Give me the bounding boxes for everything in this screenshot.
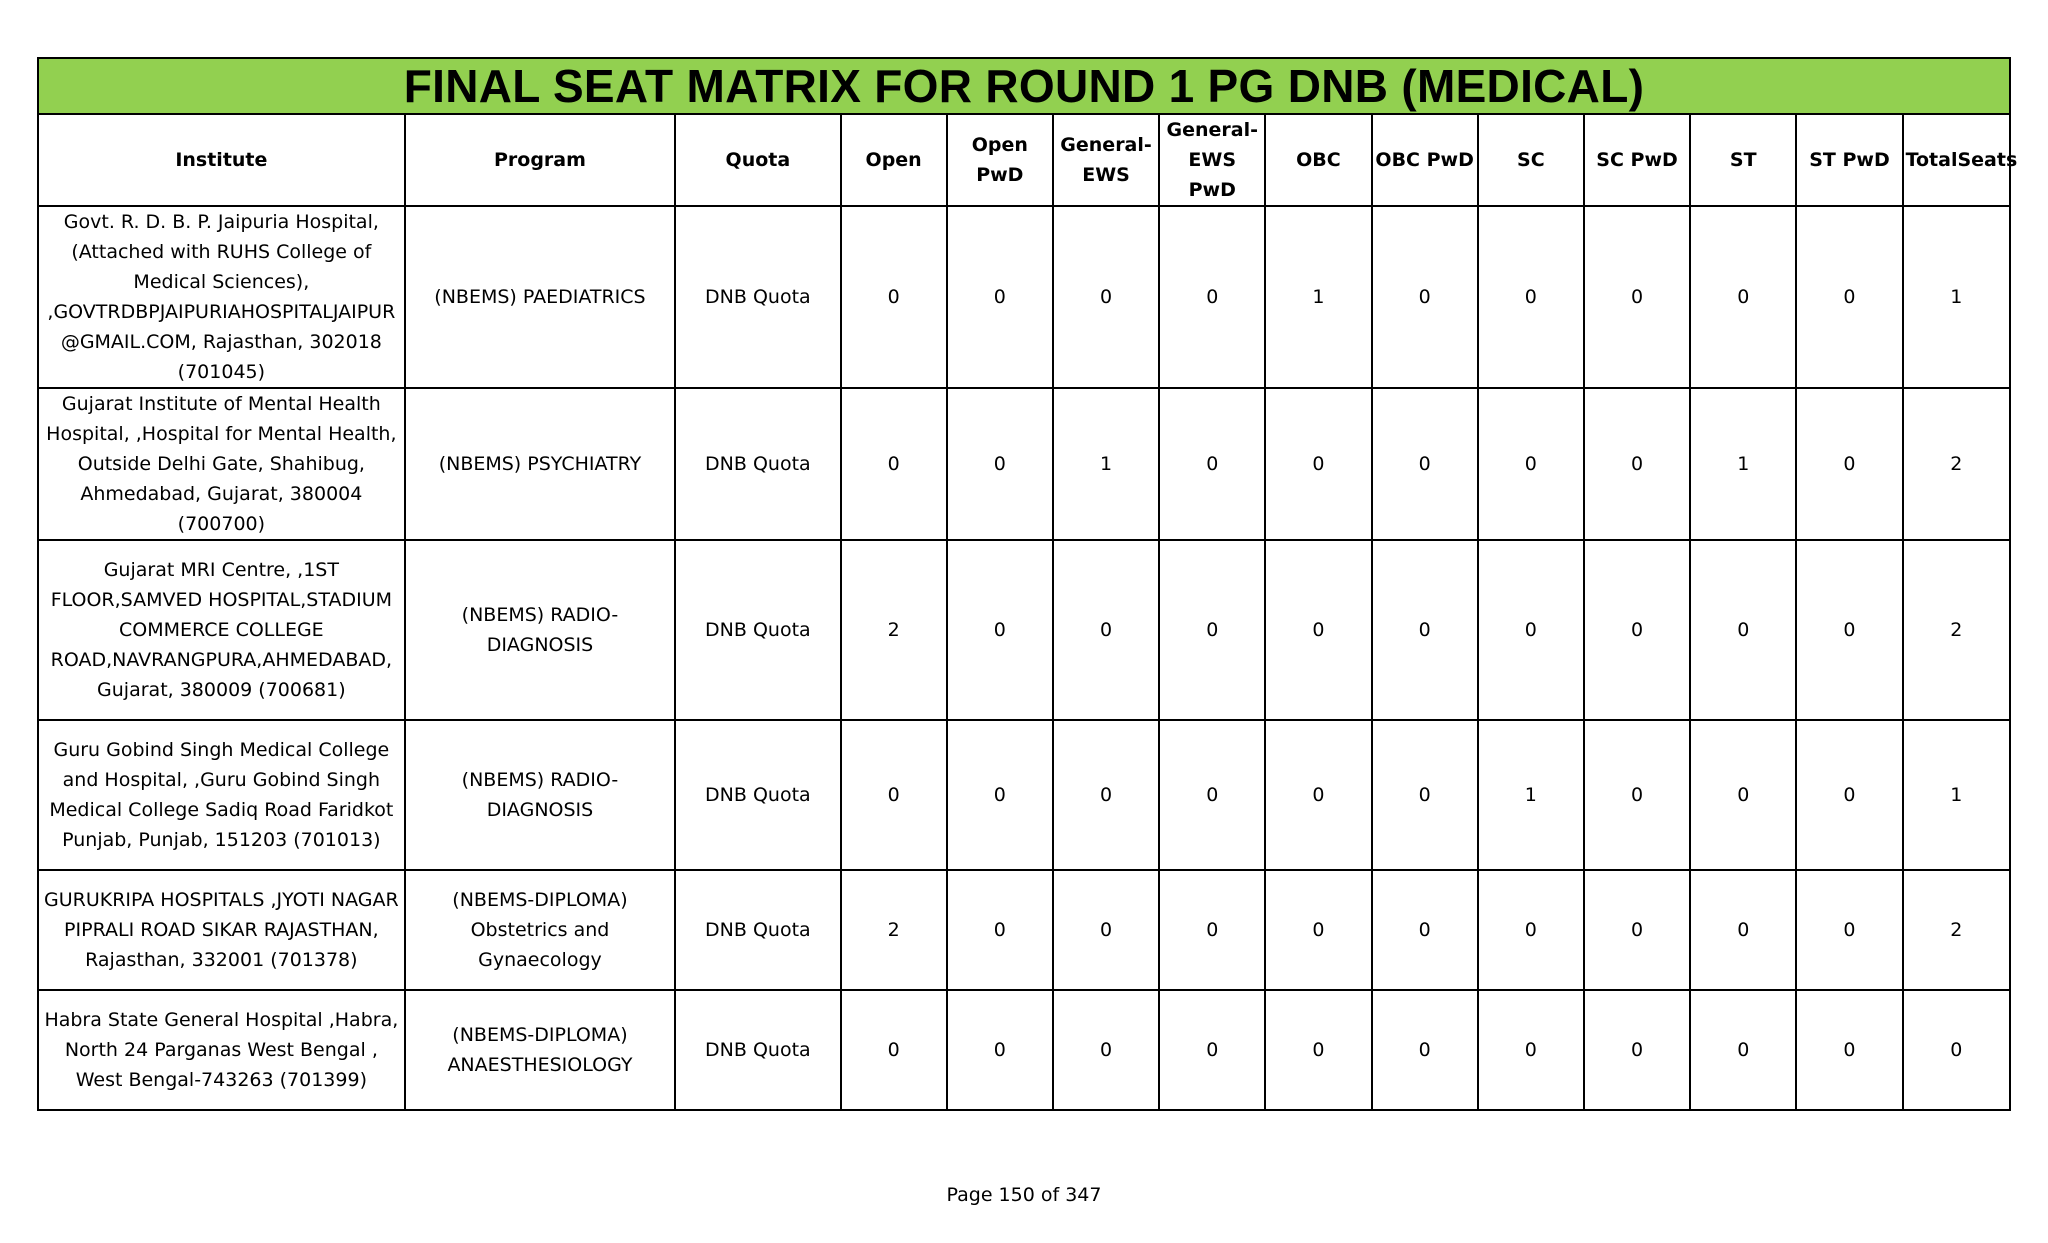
obc-cell: 0 [1265, 870, 1371, 990]
header-institute: Institute [38, 114, 405, 206]
program-cell: (NBEMS-DIPLOMA) Obstetrics and Gynaecology [405, 870, 676, 990]
quota-cell: DNB Quota [675, 388, 840, 540]
obc-pwd-cell: 0 [1372, 206, 1478, 388]
st-cell: 0 [1690, 870, 1796, 990]
institute-cell: GURUKRIPA HOSPITALS ,JYOTI NAGAR PIPRALI ROAD SIKAR RAJASTHAN, Rajasthan, 332001 (701378) [38, 870, 405, 990]
general-ews-pwd-cell: 0 [1159, 540, 1265, 720]
open-pwd-cell: 0 [947, 720, 1053, 870]
sc-cell: 1 [1478, 720, 1584, 870]
table-row [38, 206, 2010, 388]
st-pwd-cell: 0 [1796, 388, 1902, 540]
program-cell: (NBEMS) PAEDIATRICS [405, 206, 676, 388]
table-row [38, 540, 2010, 720]
open-pwd-cell: 0 [947, 206, 1053, 388]
general-ews-cell: 0 [1053, 870, 1159, 990]
header-general-ews-pwd: General-EWS PwD [1159, 114, 1265, 206]
general-ews-pwd-cell: 0 [1159, 720, 1265, 870]
open-cell: 0 [841, 206, 947, 388]
open-cell: 2 [841, 540, 947, 720]
header-quota: Quota [675, 114, 840, 206]
open-cell: 0 [841, 720, 947, 870]
open-cell: 0 [841, 388, 947, 540]
obc-pwd-cell: 0 [1372, 990, 1478, 1110]
st-cell: 0 [1690, 206, 1796, 388]
st-pwd-cell: 0 [1796, 720, 1902, 870]
obc-pwd-cell: 0 [1372, 540, 1478, 720]
quota-cell: DNB Quota [675, 990, 840, 1110]
sc-pwd-cell: 0 [1584, 720, 1690, 870]
header-st-pwd: ST PwD [1796, 114, 1902, 206]
obc-pwd-cell: 0 [1372, 388, 1478, 540]
obc-pwd-cell: 0 [1372, 870, 1478, 990]
st-pwd-cell: 0 [1796, 540, 1902, 720]
sc-pwd-cell: 0 [1584, 990, 1690, 1110]
table-title: FINAL SEAT MATRIX FOR ROUND 1 PG DNB (MEDICAL) [38, 58, 2010, 114]
st-cell: 0 [1690, 540, 1796, 720]
program-cell: (NBEMS) RADIO-DIAGNOSIS [405, 540, 676, 720]
obc-pwd-cell: 0 [1372, 720, 1478, 870]
sc-pwd-cell: 0 [1584, 870, 1690, 990]
header-sc: SC [1478, 114, 1584, 206]
header-obc-pwd: OBC PwD [1372, 114, 1478, 206]
open-pwd-cell: 0 [947, 540, 1053, 720]
sc-cell: 0 [1478, 540, 1584, 720]
seat-matrix-table [37, 57, 2018, 1111]
obc-cell: 0 [1265, 990, 1371, 1110]
open-cell: 0 [841, 990, 947, 1110]
obc-cell: 1 [1265, 206, 1371, 388]
sc-pwd-cell: 0 [1584, 540, 1690, 720]
st-cell: 0 [1690, 990, 1796, 1110]
general-ews-pwd-cell: 0 [1159, 990, 1265, 1110]
quota-cell: DNB Quota [675, 540, 840, 720]
open-cell: 2 [841, 870, 947, 990]
institute-cell: Habra State General Hospital ,Habra, North 24 Parganas West Bengal , West Bengal-743263 (701399) [38, 990, 405, 1110]
st-cell: 0 [1690, 720, 1796, 870]
institute-cell: Gujarat Institute of Mental Health Hospital, ,Hospital for Mental Health, Outside Delhi Gate, Shahibug, Ahmedabad, Gujarat, 380004 (700700) [38, 388, 405, 540]
total-seats-cell: 1 [1903, 720, 2010, 870]
st-cell: 1 [1690, 388, 1796, 540]
institute-cell: Guru Gobind Singh Medical College and Hospital, ,Guru Gobind Singh Medical College Sadiq Road Faridkot Punjab, Punjab, 151203 (701013) [38, 720, 405, 870]
general-ews-cell: 1 [1053, 388, 1159, 540]
st-pwd-cell: 0 [1796, 870, 1902, 990]
institute-cell: Gujarat MRI Centre, ,1ST FLOOR,SAMVED HOSPITAL,STADIUM COMMERCE COLLEGE ROAD,NAVRANGPURA,AHMEDABAD, Gujarat, 380009 (700681) [38, 540, 405, 720]
total-seats-cell: 2 [1903, 540, 2010, 720]
general-ews-pwd-cell: 0 [1159, 870, 1265, 990]
header-general-ews: General-EWS [1053, 114, 1159, 206]
quota-cell: DNB Quota [675, 870, 840, 990]
header-st: ST [1690, 114, 1796, 206]
header-sc-pwd: SC PwD [1584, 114, 1690, 206]
st-pwd-cell: 0 [1796, 206, 1902, 388]
total-seats-cell: 2 [1903, 388, 2010, 540]
sc-pwd-cell: 0 [1584, 206, 1690, 388]
open-pwd-cell: 0 [947, 870, 1053, 990]
general-ews-cell: 0 [1053, 540, 1159, 720]
general-ews-cell: 0 [1053, 990, 1159, 1110]
quota-cell: DNB Quota [675, 720, 840, 870]
general-ews-cell: 0 [1053, 720, 1159, 870]
obc-cell: 0 [1265, 720, 1371, 870]
table-row [38, 870, 2010, 990]
general-ews-pwd-cell: 0 [1159, 388, 1265, 540]
seat-matrix-page [37, 57, 2018, 1111]
total-seats-cell: 0 [1903, 990, 2010, 1110]
header-obc: OBC [1265, 114, 1371, 206]
header-open-pwd: Open PwD [947, 114, 1053, 206]
header-row [38, 114, 2010, 206]
header-open: Open [841, 114, 947, 206]
total-seats-cell: 2 [1903, 870, 2010, 990]
general-ews-pwd-cell: 0 [1159, 206, 1265, 388]
sc-cell: 0 [1478, 870, 1584, 990]
table-row [38, 720, 2010, 870]
open-pwd-cell: 0 [947, 990, 1053, 1110]
table-row [38, 388, 2010, 540]
header-total-seats: TotalSeats [1903, 114, 2010, 206]
sc-pwd-cell: 0 [1584, 388, 1690, 540]
total-seats-cell: 1 [1903, 206, 2010, 388]
page-number: Page 150 of 347 [946, 1184, 1102, 1206]
obc-cell: 0 [1265, 388, 1371, 540]
sc-cell: 0 [1478, 388, 1584, 540]
obc-cell: 0 [1265, 540, 1371, 720]
general-ews-cell: 0 [1053, 206, 1159, 388]
program-cell: (NBEMS) RADIO-DIAGNOSIS [405, 720, 676, 870]
header-program: Program [405, 114, 676, 206]
institute-cell: Govt. R. D. B. P. Jaipuria Hospital, (Attached with RUHS College of Medical Sciences), ,GOVTRDBPJAIPURIAHOSPITALJAIPUR@GMAIL.COM, Rajasthan, 302018 (701045) [38, 206, 405, 388]
open-pwd-cell: 0 [947, 388, 1053, 540]
quota-cell: DNB Quota [675, 206, 840, 388]
program-cell: (NBEMS-DIPLOMA) ANAESTHESIOLOGY [405, 990, 676, 1110]
sc-cell: 0 [1478, 990, 1584, 1110]
title-row [38, 58, 2010, 114]
table-row [38, 990, 2010, 1110]
sc-cell: 0 [1478, 206, 1584, 388]
program-cell: (NBEMS) PSYCHIATRY [405, 388, 676, 540]
st-pwd-cell: 0 [1796, 990, 1902, 1110]
